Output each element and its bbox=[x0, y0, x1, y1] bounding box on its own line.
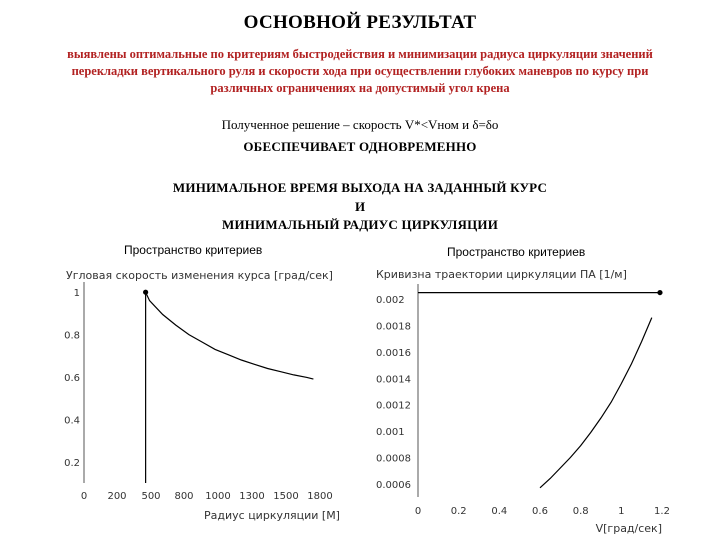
page-title: ОСНОВНОЙ РЕЗУЛЬТАТ bbox=[243, 12, 477, 33]
chart-2-x-tick-label: 0.8 bbox=[572, 506, 589, 517]
chart-1-x-tick-label: 0 bbox=[80, 491, 88, 502]
chart-1-series-line bbox=[146, 292, 314, 379]
result-line-1: МИНИМАЛЬНОЕ ВРЕМЯ ВЫХОДА НА ЗАДАННЫЙ КУРС bbox=[172, 180, 548, 195]
chart-2-y-tick-label: 0.0016 bbox=[376, 347, 411, 359]
chart-2-y-tick-label: 0.001 bbox=[376, 427, 405, 439]
chart-1-y-tick-label: 0.2 bbox=[64, 457, 80, 469]
chart-1 bbox=[64, 269, 340, 522]
chart-2-y-tick-label: 0.0008 bbox=[376, 453, 411, 465]
chart-1-x-tick-label: 500 bbox=[141, 491, 161, 502]
chart-1-x-tick-label: 800 bbox=[174, 491, 194, 502]
conjunction-line: И bbox=[354, 199, 366, 214]
chart-1-x-tick-label: 1000 bbox=[205, 491, 231, 502]
chart-2-y-tick-label: 0.0012 bbox=[376, 400, 411, 412]
chart-2-x-tick-label: 0.4 bbox=[491, 506, 508, 517]
chart-2-x-tick-label: 1.2 bbox=[654, 506, 670, 517]
chart-1-y-tick-label: 0.6 bbox=[64, 373, 80, 384]
chart-2-y-tick-label: 0.002 bbox=[376, 295, 405, 307]
provides-line: ОБЕСПЕЧИВАЕТ ОДНОВРЕМЕННО bbox=[243, 139, 477, 154]
chart-2-ylabel: Кривизна траектории циркуляции ПА [1/м] bbox=[376, 268, 627, 281]
chart-2-title: Пространство критериев bbox=[447, 245, 586, 259]
chart-1-ylabel: Угловая скорость изменения курса [град/сек] bbox=[66, 269, 333, 282]
page-subtitle: выявлены оптимальные по критериям быстродействия и минимизации радиуса циркуляции значений перекладки вертикального руля и скорости хода при осуществлении глубоких маневров по курсу при различных ограничениях на допустимый угол крена bbox=[67, 47, 653, 95]
chart-1-x-tick-label: 1500 bbox=[273, 491, 299, 502]
chart-2-y-tick-label: 0.0006 bbox=[376, 479, 411, 491]
chart-2-xlabel: V[град/сек] bbox=[595, 522, 662, 535]
chart-2-y-tick-label: 0.0014 bbox=[376, 374, 411, 386]
solution-line: Полученное решение – скорость V*<Vном и δ=δо bbox=[221, 117, 499, 132]
result-line-2: МИНИМАЛЬНЫЙ РАДИУС ЦИРКУЛЯЦИИ bbox=[221, 217, 499, 232]
chart-1-x-tick-label: 1800 bbox=[307, 491, 333, 502]
chart-2-x-tick-label: 0 bbox=[414, 506, 422, 517]
chart-2-x-tick-label: 0.6 bbox=[532, 506, 548, 517]
chart-1-xlabel: Радиус циркуляции [М] bbox=[204, 509, 340, 522]
chart-1-title: Пространство критериев bbox=[124, 243, 263, 257]
chart-2-x-tick-label: 0.2 bbox=[450, 506, 467, 517]
chart-1-y-tick-label: 0.4 bbox=[64, 415, 80, 427]
chart-1-y-tick-label: 1 bbox=[73, 288, 80, 300]
chart-2 bbox=[376, 268, 670, 535]
chart-1-marker-point bbox=[143, 290, 148, 295]
chart-2-marker-point bbox=[657, 290, 662, 295]
chart-1-x-tick-label: 200 bbox=[107, 491, 127, 502]
chart-1-x-tick-label: 1300 bbox=[239, 491, 265, 502]
chart-2-x-tick-label: 1 bbox=[618, 506, 625, 517]
chart-2-y-tick-label: 0.0018 bbox=[376, 321, 411, 333]
chart-2-series-line bbox=[540, 318, 652, 488]
chart-1-y-tick-label: 0.8 bbox=[64, 330, 80, 342]
